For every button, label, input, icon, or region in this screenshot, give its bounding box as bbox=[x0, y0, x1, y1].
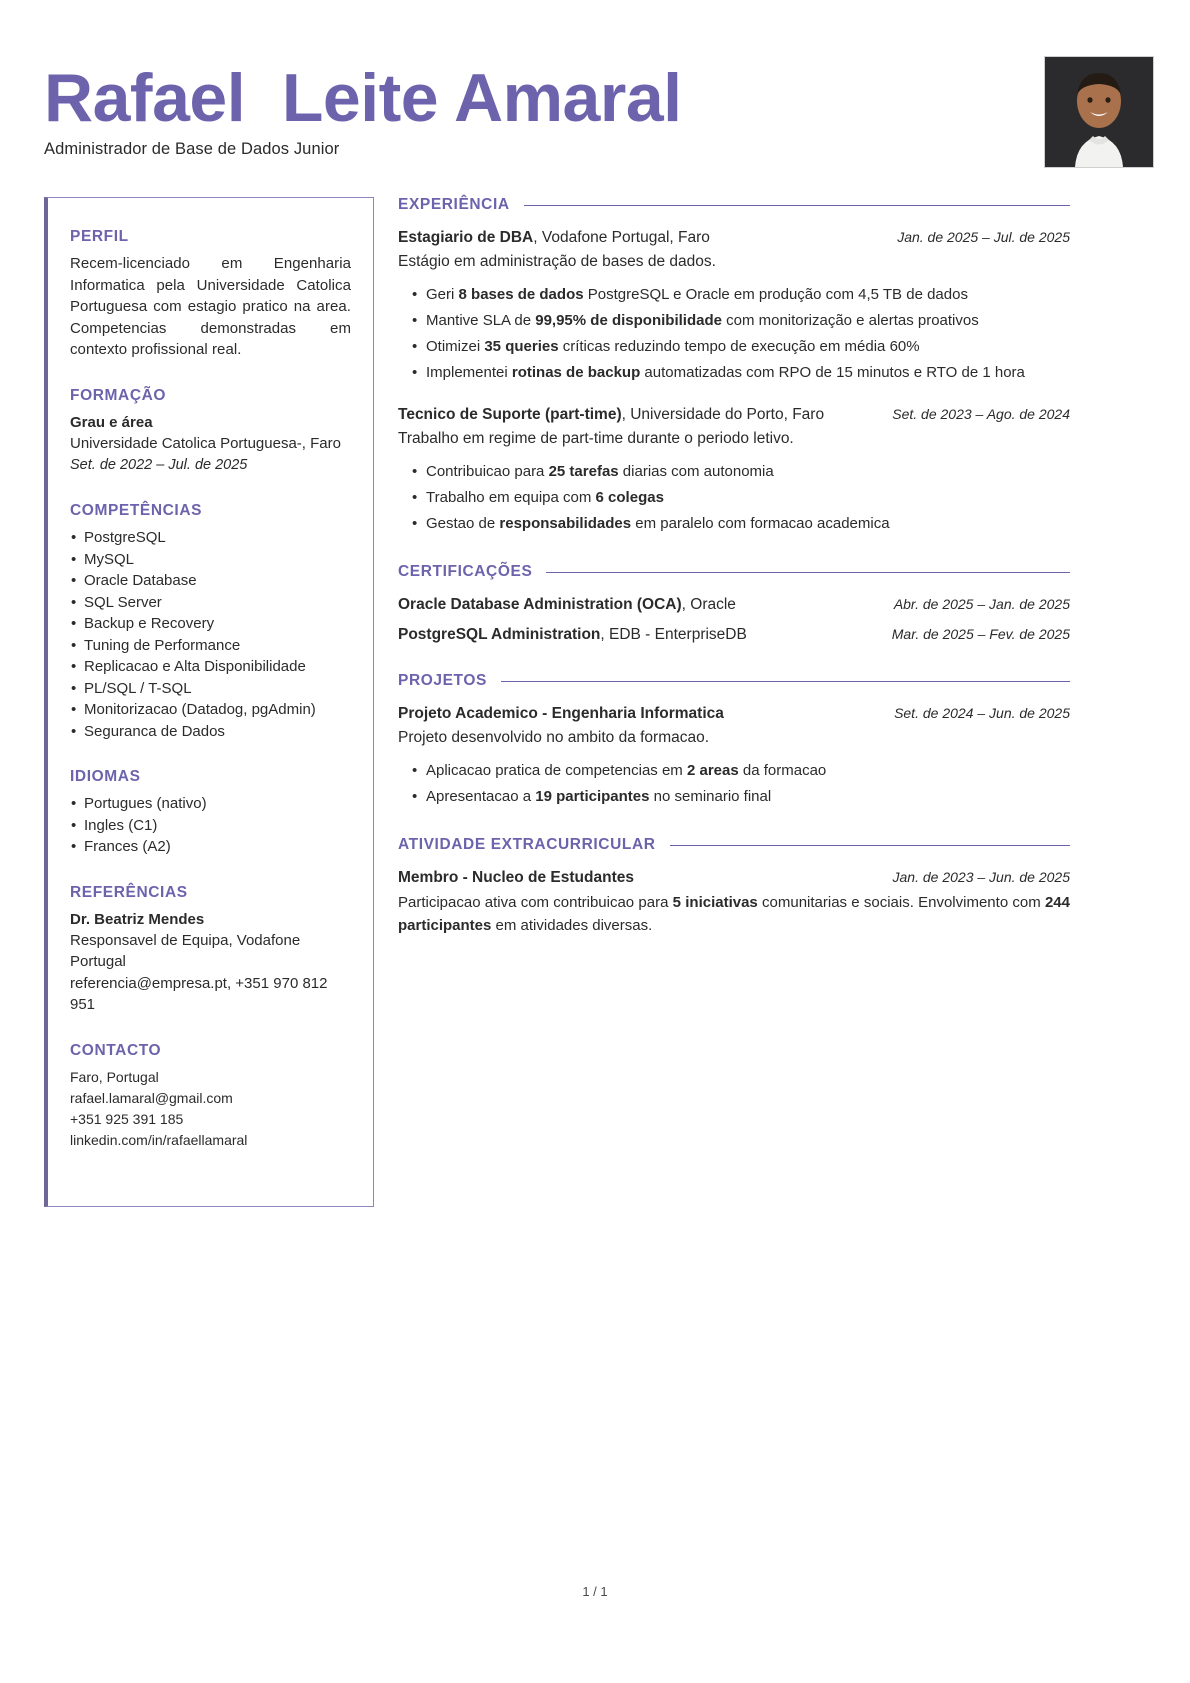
main-column bbox=[398, 196, 1070, 963]
entry-title: Oracle Database Administration (OCA), Oracle bbox=[398, 596, 736, 613]
list-item: • Geri 8 bases de dados PostgreSQL e Oracle em produção com 4,5 TB de dados bbox=[398, 282, 1070, 308]
education-degree: Grau e área bbox=[70, 413, 153, 431]
entry-header-row bbox=[398, 867, 1070, 889]
contact-linkedin[interactable]: linkedin.com/in/rafaellamaral bbox=[70, 1131, 248, 1148]
entry-date: Jan. de 2023 – Jun. de 2025 bbox=[892, 869, 1070, 885]
list-item: • PL/SQL / T-SQL bbox=[70, 678, 351, 700]
certification-entry bbox=[398, 594, 1070, 616]
entry-date: Set. de 2023 – Ago. de 2024 bbox=[892, 406, 1070, 422]
experience-entries bbox=[398, 227, 1070, 537]
extracurricular-entry bbox=[398, 867, 1070, 937]
entry-summary: Trabalho em regime de part-time durante o periodo letivo. bbox=[398, 430, 794, 447]
entry-header-row bbox=[398, 624, 1070, 646]
section-rule bbox=[524, 205, 1070, 206]
section-rule bbox=[670, 845, 1070, 846]
entry-title: Estagiario de DBA, Vodafone Portugal, Faro bbox=[398, 229, 710, 246]
section-projects bbox=[398, 672, 1070, 810]
contact-email[interactable]: rafael.lamaral@gmail.com bbox=[70, 1089, 233, 1106]
list-item: • Apresentacao a 19 participantes no seminario final bbox=[398, 784, 1070, 810]
list-item: • Trabalho em equipa com 6 colegas bbox=[398, 485, 1070, 511]
list-item: • Tuning de Performance bbox=[70, 635, 351, 657]
page-indicator: 1 / 1 bbox=[582, 1584, 608, 1599]
section-title-extracurricular: ATIVIDADE EXTRACURRICULAR bbox=[398, 836, 656, 853]
section-certifications bbox=[398, 563, 1070, 646]
certification-entries bbox=[398, 594, 1070, 646]
contact-phone[interactable]: +351 925 391 185 bbox=[70, 1110, 184, 1127]
entry-title: Projeto Academico - Engenharia Informatica bbox=[398, 705, 724, 722]
list-item: • Mantive SLA de 99,95% de disponibilidade com monitorização e alertas proativos bbox=[398, 308, 1070, 334]
list-item: • MySQL bbox=[70, 549, 351, 571]
resume-header bbox=[44, 62, 924, 159]
profile-text: Recem-licenciado em Engenharia Informatica pela Universidade Catolica Portuguesa com estagio pratico na area. Competencias demonstradas em contexto profissional real. bbox=[70, 255, 351, 358]
section-header-certifications bbox=[398, 563, 1070, 581]
entry-title: PostgreSQL Administration, EDB - EnterpriseDB bbox=[398, 626, 747, 643]
section-header-extracurricular bbox=[398, 836, 1070, 854]
bullet-list bbox=[398, 282, 1070, 386]
entry-date: Mar. de 2025 – Fev. de 2025 bbox=[891, 626, 1070, 642]
list-item: • Portugues (nativo) bbox=[70, 793, 351, 815]
reference-contact: referencia@empresa.pt, +351 970 812 951 bbox=[70, 974, 328, 1013]
reference-name: Dr. Beatriz Mendes bbox=[70, 910, 205, 928]
bullet-list bbox=[398, 459, 1070, 537]
list-item: • Oracle Database bbox=[70, 570, 351, 592]
project-entry bbox=[398, 703, 1070, 810]
avatar bbox=[1044, 56, 1154, 168]
list-item: • Replicacao e Alta Disponibilidade bbox=[70, 656, 351, 678]
entry-summary: Projeto desenvolvido no ambito da formacao. bbox=[398, 729, 710, 746]
sidebar-section-title-languages: IDIOMAS bbox=[70, 768, 141, 785]
section-header-projects bbox=[398, 672, 1070, 690]
list-item: • Implementei rotinas de backup automatizadas com RPO de 15 minutos e RTO de 1 hora bbox=[398, 360, 1070, 386]
sidebar-section-title-contact: CONTACTO bbox=[70, 1041, 162, 1059]
certification-entry bbox=[398, 624, 1070, 646]
list-item: • Seguranca de Dados bbox=[70, 721, 351, 743]
list-item: • PostgreSQL bbox=[70, 527, 351, 549]
list-item: • Ingles (C1) bbox=[70, 815, 351, 837]
sidebar-section-title-profile: PERFIL bbox=[70, 228, 129, 245]
contact-location: Faro, Portugal bbox=[70, 1068, 159, 1085]
entry-header-row bbox=[398, 227, 1070, 249]
entry-title: Tecnico de Suporte (part-time), Universidade do Porto, Faro bbox=[398, 406, 825, 423]
sidebar-section-languages bbox=[70, 768, 351, 858]
sidebar-section-contact bbox=[70, 1042, 351, 1151]
experience-entry bbox=[398, 404, 1070, 537]
section-rule bbox=[501, 681, 1070, 682]
list-item: • Otimizei 35 queries críticas reduzindo tempo de execução em média 60% bbox=[398, 334, 1070, 360]
entry-header-row bbox=[398, 594, 1070, 616]
list-item: • Aplicacao pratica de competencias em 2 areas da formacao bbox=[398, 758, 1070, 784]
entry-header-row bbox=[398, 404, 1070, 426]
entry-paragraph: Participacao ativa com contribuicao para 5 iniciativas comunitarias e sociais. Envolvimento com 244 participantes em atividades diversas. bbox=[398, 894, 1070, 934]
candidate-name: Rafael Leite Amaral bbox=[44, 60, 682, 136]
sidebar-section-skills bbox=[70, 502, 351, 742]
sidebar-section-title-skills: COMPETÊNCIAS bbox=[70, 502, 203, 519]
entry-summary: Estágio em administração de bases de dados. bbox=[398, 253, 716, 270]
bullet-list bbox=[398, 758, 1070, 810]
list-item: • Monitorizacao (Datadog, pgAdmin) bbox=[70, 699, 351, 721]
candidate-job-title: Administrador de Base de Dados Junior bbox=[44, 140, 340, 158]
list-item: • Gestao de responsabilidades em paralelo com formacao academica bbox=[398, 511, 1070, 537]
sidebar-section-title-references: REFERÊNCIAS bbox=[70, 883, 188, 901]
sidebar-section-title-education: FORMAÇÃO bbox=[70, 386, 167, 404]
sidebar bbox=[44, 197, 374, 1207]
section-extracurricular bbox=[398, 836, 1070, 937]
section-header-experience bbox=[398, 196, 1070, 214]
section-title-certifications: CERTIFICAÇÕES bbox=[398, 563, 533, 580]
section-title-experience: EXPERIÊNCIA bbox=[398, 196, 510, 213]
skills-list bbox=[70, 527, 351, 742]
languages-list bbox=[70, 793, 351, 858]
section-rule bbox=[546, 572, 1070, 573]
portrait-photo-icon bbox=[1045, 57, 1153, 167]
reference-role: Responsavel de Equipa, Vodafone Portugal bbox=[70, 931, 301, 970]
entry-date: Jan. de 2025 – Jul. de 2025 bbox=[897, 229, 1070, 245]
section-title-projects: PROJETOS bbox=[398, 672, 487, 689]
education-date: Set. de 2022 – Jul. de 2025 bbox=[70, 457, 248, 473]
project-entries bbox=[398, 703, 1070, 810]
list-item: • SQL Server bbox=[70, 592, 351, 614]
experience-entry bbox=[398, 227, 1070, 386]
entry-date: Abr. de 2025 – Jan. de 2025 bbox=[893, 596, 1070, 612]
sidebar-section-references bbox=[70, 884, 351, 1016]
section-experience bbox=[398, 196, 1070, 537]
sidebar-section-profile bbox=[70, 228, 351, 361]
education-institution: Universidade Catolica Portuguesa-, Faro bbox=[70, 434, 341, 452]
list-item: • Frances (A2) bbox=[70, 836, 351, 858]
list-item: • Backup e Recovery bbox=[70, 613, 351, 635]
sidebar-section-education bbox=[70, 387, 351, 477]
entry-date: Set. de 2024 – Jun. de 2025 bbox=[894, 705, 1070, 721]
list-item: • Contribuicao para 25 tarefas diarias com autonomia bbox=[398, 459, 1070, 485]
extracurricular-entries bbox=[398, 867, 1070, 937]
entry-title: Membro - Nucleo de Estudantes bbox=[398, 869, 634, 886]
entry-header-row bbox=[398, 703, 1070, 725]
